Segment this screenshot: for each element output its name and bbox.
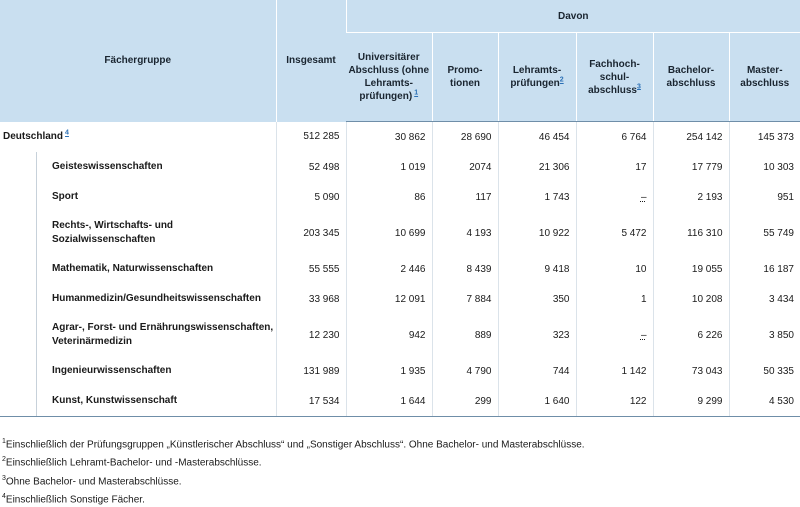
cell-value: 17 534	[276, 386, 346, 417]
table-row	[0, 182, 800, 212]
cell-value: 10 699	[346, 212, 432, 254]
table-row	[0, 212, 800, 254]
cell-value: 10 303	[729, 152, 800, 182]
cell-value: 122	[576, 386, 653, 417]
cell-value: 3 434	[729, 284, 800, 314]
header-promotionen: Promotionen	[432, 33, 498, 122]
cell-value: 203 345	[276, 212, 346, 254]
cell-value: 8 439	[432, 254, 498, 284]
cell-value: 21 306	[498, 152, 576, 182]
cell-value: 17	[576, 152, 653, 182]
cell-value: 116 310	[653, 212, 729, 254]
cell-value: 10	[576, 254, 653, 284]
cell-value: 4 790	[432, 356, 498, 386]
footnote-ref[interactable]: 3	[637, 83, 641, 91]
cell-value: 6 226	[653, 314, 729, 356]
cell-value: 9 418	[498, 254, 576, 284]
cell-value: 254 142	[653, 122, 729, 153]
cell-value: 30 862	[346, 122, 432, 153]
cell-value: 55 555	[276, 254, 346, 284]
cell-value: 889	[432, 314, 498, 356]
table-row	[0, 314, 800, 356]
table-row	[0, 386, 800, 417]
cell-value: 1 644	[346, 386, 432, 417]
header-lehramtspruefungen: Lehramtsprüfungen$^2$	[498, 33, 576, 122]
header-insgesamt: Insgesamt	[276, 0, 346, 122]
cell-value: 323	[498, 314, 576, 356]
table-row-deutschland	[0, 122, 800, 153]
cell-value: 6 764	[576, 122, 653, 153]
cell-value: 10 922	[498, 212, 576, 254]
cell-value: 12 091	[346, 284, 432, 314]
cell-value: 28 690	[432, 122, 498, 153]
table-row	[0, 254, 800, 284]
table-row	[0, 284, 800, 314]
cell-value: 52 498	[276, 152, 346, 182]
cell-value: 9 299	[653, 386, 729, 417]
cell-value: 73 043	[653, 356, 729, 386]
cell-value: 46 454	[498, 122, 576, 153]
cell-value: 12 230	[276, 314, 346, 356]
row-label: Kunst, Kunstwissenschaft	[0, 386, 276, 417]
cell-value: 2074	[432, 152, 498, 182]
cell-value: 10 208	[653, 284, 729, 314]
cell-value: 1 935	[346, 356, 432, 386]
footnote-ref[interactable]: 4	[65, 129, 69, 137]
cell-value: 19 055	[653, 254, 729, 284]
cell-value: 1 019	[346, 152, 432, 182]
cell-value: 2 193	[653, 182, 729, 212]
row-label: Rechts-, Wirtschafts- und Sozialwissenschaften	[0, 212, 276, 254]
header-davon: Davon	[346, 0, 800, 33]
cell-value: 117	[432, 182, 498, 212]
header-masterabschluss: Masterabschluss	[729, 33, 800, 122]
footnote-3: $^3$Ohne Bachelor- und Masterabschlüsse.	[2, 474, 182, 487]
cell-value: 1 640	[498, 386, 576, 417]
cell-value: 5 090	[276, 182, 346, 212]
table-header	[0, 0, 800, 122]
cell-value: 5 472	[576, 212, 653, 254]
footnote-ref[interactable]: 1	[414, 89, 419, 97]
row-label: Deutschland $^4$	[3, 129, 69, 143]
cell-value: 2 446	[346, 254, 432, 284]
row-label: Sport	[0, 182, 276, 212]
cell-value: 4 530	[729, 386, 800, 417]
footnote-2: $^2$Einschließlich Lehramt-Bachelor- und -Masterabschlüsse.	[2, 456, 262, 469]
cell-value: 299	[432, 386, 498, 417]
cell-value: 86	[346, 182, 432, 212]
cell-value: 33 968	[276, 284, 346, 314]
row-label: Agrar-, Forst- und Ernährungswissenschaften, Veterinärmedizin	[0, 314, 276, 356]
cell-value: 350	[498, 284, 576, 314]
cell-value: 145 373	[729, 122, 800, 153]
cell-value: 3 850	[729, 314, 800, 356]
cell-value: 131 989	[276, 356, 346, 386]
cell-value: 1 142	[576, 356, 653, 386]
row-label: Humanmedizin/Gesundheitswissenschaften	[0, 284, 276, 314]
cell-value: 942	[346, 314, 432, 356]
cell-value: 1 743	[498, 182, 576, 212]
cell-value: 7 884	[432, 284, 498, 314]
header-facher: Fächergruppe	[0, 0, 276, 122]
cell-value: 744	[498, 356, 576, 386]
row-label: Ingenieurwissenschaften	[0, 356, 276, 386]
cell-value: 55 749	[729, 212, 800, 254]
footnote-1: $^1$Einschließlich der Prüfungsgruppen „Künstlerischer Abschluss“ und „Sonstiger Abschluss“. Ohne Bachelor- und Masterabschlüsse.	[2, 438, 585, 451]
cell-value: 1	[576, 284, 653, 314]
table-row	[0, 356, 800, 386]
cell-value: 4 193	[432, 212, 498, 254]
footnote-4: $^4$Einschließlich Sonstige Fächer.	[2, 492, 145, 506]
table-row	[0, 152, 800, 182]
cell-value: –	[576, 182, 653, 212]
cell-value: 16 187	[729, 254, 800, 284]
cell-value: –	[576, 314, 653, 356]
cell-value: 512 285	[276, 122, 346, 153]
row-label: Geisteswissenschaften	[0, 152, 276, 182]
header-universitaerer-abschluss: Universitärer Abschluss (ohne Lehramtsprüfungen) $^1$	[346, 33, 432, 122]
footnotes	[2, 434, 585, 507]
cell-value: 50 335	[729, 356, 800, 386]
header-fachhochschulabschluss: Fachhochschulabschluss$^3$	[576, 33, 653, 122]
header-bachelorabschluss: Bachelorabschluss	[653, 33, 729, 122]
cell-value: 951	[729, 182, 800, 212]
footnote-ref[interactable]: 2	[559, 76, 564, 84]
row-label: Mathematik, Naturwissenschaften	[0, 254, 276, 284]
cell-value: 17 779	[653, 152, 729, 182]
